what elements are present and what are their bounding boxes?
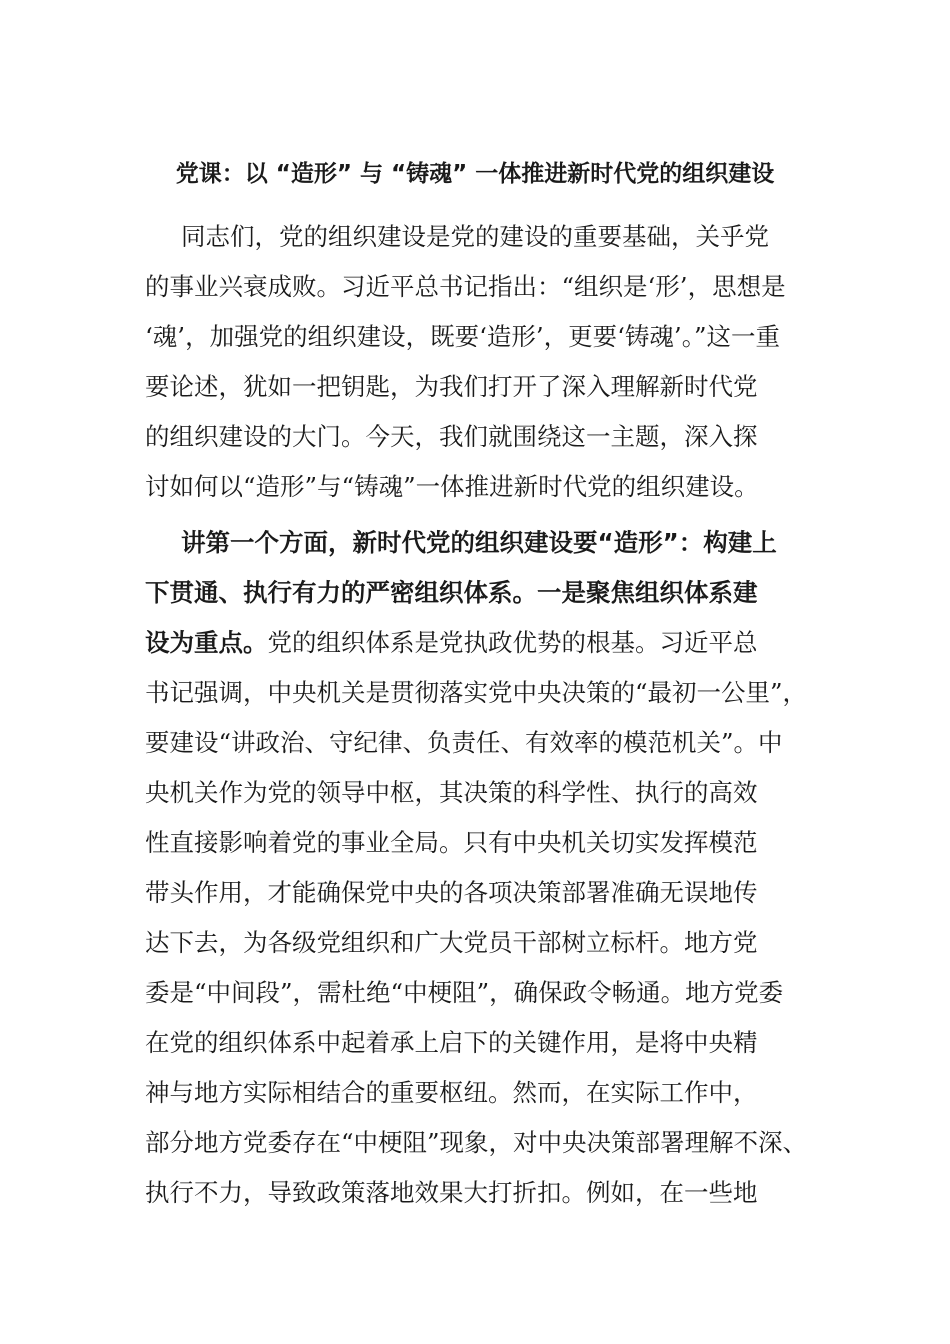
text-line (145, 262, 810, 312)
text-line (145, 462, 810, 512)
text-run: 在党的组织体系中起着承上启下的关键作用，是将中央精 (145, 1028, 758, 1057)
text-line (145, 312, 810, 362)
text-run: 党的组织体系是党执政优势的根基。习近平总 (267, 628, 758, 657)
text-line (145, 618, 810, 668)
text-line (145, 768, 810, 818)
text-run: 神与地方实际相结合的重要枢纽。然而，在实际工作中， (145, 1078, 758, 1107)
text-line (145, 212, 810, 262)
text-line (145, 362, 810, 412)
text-line (145, 718, 810, 768)
text-line (145, 868, 810, 918)
text-line (145, 1168, 810, 1218)
text-line (145, 1068, 810, 1118)
text-run: 性直接影响着党的事业全局。只有中央机关切实发挥模范 (145, 828, 758, 857)
text-line (145, 412, 810, 462)
text-run: 要建设“讲政治、守纪律、负责任、有效率的模范机关”。中 (145, 728, 783, 757)
text-run: 委是“中间段”，需杜绝“中梗阻”，确保政令畅通。地方党委 (145, 978, 784, 1007)
text-run: 的事业兴衰成败。习近平总书记指出：“组织是‘形’，思想是 (145, 272, 786, 301)
text-run: 要论述，犹如一把钥匙，为我们打开了深入理解新时代党 (145, 372, 758, 401)
text-run: 带头作用，才能确保党中央的各项决策部署准确无误地传 (145, 878, 758, 907)
text-run: 讨如何以“造形”与“铸魂”一体推进新时代党的组织建设。 (145, 472, 759, 501)
text-run: 达下去，为各级党组织和广大党员干部树立标杆。地方党 (145, 928, 758, 957)
text-run: 执行不力，导致政策落地效果大打折扣。例如，在一些地 (145, 1178, 758, 1207)
text-line (145, 968, 810, 1018)
bold-text-run: 讲第一个方面，新时代党的组织建设要“造形”：构建上 (181, 528, 777, 557)
text-run: ‘魂’，加强党的组织建设，既要‘造形’，更要‘铸魂’。”这一重 (145, 322, 780, 351)
text-run: 同志们，党的组织建设是党的建设的重要基础，关乎党 (181, 222, 769, 251)
paragraph-section-one (145, 518, 810, 1218)
text-line (145, 818, 810, 868)
text-line (145, 568, 810, 618)
bold-text-run: 下贯通、执行有力的严密组织体系。一是聚焦组织体系建 (145, 578, 758, 607)
document-title: 党课：以 “造形” 与 “铸魂” 一体推进新时代党的组织建设 (175, 161, 775, 187)
text-line (145, 1118, 810, 1168)
text-line (145, 518, 810, 568)
paragraph-intro (145, 212, 810, 512)
text-run: 部分地方党委存在“中梗阻”现象，对中央决策部署理解不深、 (145, 1128, 808, 1157)
text-run: 央机关作为党的领导中枢，其决策的科学性、执行的高效 (145, 778, 758, 807)
text-line (145, 668, 810, 718)
bold-text-run: 设为重点。 (145, 628, 268, 657)
text-line (145, 1018, 810, 1068)
text-run: 书记强调，中央机关是贯彻落实党中央决策的“最初一公里”， (145, 678, 808, 707)
text-run: 的组织建设的大门。今天，我们就围绕这一主题，深入探 (145, 422, 758, 451)
text-line (145, 918, 810, 968)
